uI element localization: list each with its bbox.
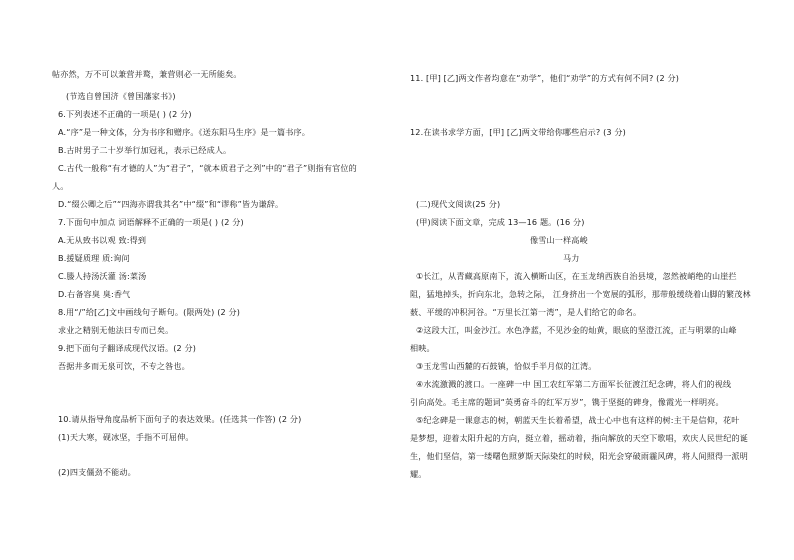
question-6: 6.下列表述不正确的一项是( ) (2 分) — [58, 109, 192, 119]
paragraph-5-cont: 是梦想，迎着太阳升起的方向，挺立着，摇动着，指向解放的天空下歌唱，欢庆人民世纪的诞 — [410, 433, 748, 443]
paragraph-3: ③玉龙雪山西麓的石鼓镇，恰似手半月似的江湾。 — [416, 361, 597, 371]
q10-option-1: (1)天大寒，砚冰坚，手指不可屈伸。 — [58, 432, 194, 442]
paragraph-2: ②这段大江，叫金沙江。水色净蓝，不见沙金的灿黄，眼底的坚澄江流，正与明翠的山峰 — [416, 325, 737, 335]
section-instruction: (甲)阅读下面文章，完成 13—16 题。(16 分) — [416, 217, 585, 227]
question-11: 11. [甲] [乙]两文作者均意在“劝学”，他们“劝学”的方式有何不同? (2 分) — [410, 73, 680, 83]
section-heading: (二)现代文阅读(25 分) — [416, 199, 501, 209]
q10-option-2: (2)四支僵劲不能动。 — [58, 467, 136, 477]
q6-option-c: C.古代一般称“有才德的人”为“君子”，“就本质君子之列”中的“君子”则指有官位的 — [58, 163, 357, 173]
passage-source: (节选自曾国济《曾国藩家书》) — [66, 91, 176, 101]
q6-option-b: B.古时男子二十岁举行加冠礼，表示已经成人。 — [58, 145, 232, 155]
article-author: 马力 — [563, 253, 580, 263]
article-title: 像雪山一样高峻 — [530, 235, 588, 245]
q8-text: 求业之精别无他法曰专而已矣。 — [58, 325, 174, 335]
question-8: 8.用“/”给[乙]文中画线句子断句。(限两处) (2 分) — [58, 307, 241, 317]
q6-option-d: D.“缀公卿之后”“四海亦谓我其名”中“缀”和“谬称”皆为谦辞。 — [58, 199, 284, 209]
paragraph-5-cont: 耀。 — [410, 469, 427, 479]
paragraph-1: ①长江，从青藏高原南下，流入横断山区，在玉龙纳西族自治县境，忽然被峭绝的山崖拦 — [416, 271, 737, 281]
q9-text: 吾据井多而无泉可饮，不专之咎也。 — [58, 361, 190, 371]
paragraph-5: ⑤纪念碑是一课意志的树，朝蓝天生长着希望，战士心中也有这样的树:主干是信仰，花叶 — [416, 415, 740, 425]
question-10: 10.请从指导角度品析下面句子的表达效果。(任选其一作答) (2 分) — [58, 414, 302, 424]
question-9: 9.把下面句子翻译成现代汉语。(2 分) — [58, 343, 197, 353]
q7-option-c: C.媵人持汤沃灌 汤:菜汤 — [58, 271, 147, 281]
question-12: 12.在读书求学方面，[甲] [乙]两文带给你哪些启示? (3 分) — [410, 127, 626, 137]
q7-option-d: D.右备容臭 臭:香气 — [58, 289, 131, 299]
q6-option-a: A.“序”是一种文体，分为书序和赠序。《送东阳马生序》是一篇书序。 — [58, 127, 310, 137]
paragraph-4-cont: 引向高处。毛主席的题词“英勇奋斗的红军万岁”，镌于坚挺的碑身，像霞光一样明亮。 — [410, 397, 724, 407]
paragraph-1-cont: 阻，猛地掉头，折向东北，急转之际， 江身挤出一个宽展的弧形，那带般缓绕着山脚的繁茂林 — [410, 289, 751, 299]
question-7: 7.下面句中加点 词语解释不正确的一项是( ) (2 分) — [58, 217, 244, 227]
q7-option-b: B.援疑质理 质:询问 — [58, 253, 130, 263]
q6-option-c-cont: 人。 — [52, 181, 69, 191]
paragraph-2-cont: 相映。 — [410, 343, 435, 353]
q7-option-a: A.无从致书以观 致:得到 — [58, 235, 147, 245]
paragraph-1-cont: 薮、平缓的冲积河谷。“万里长江第一湾”，是人们给它的命名。 — [410, 307, 642, 317]
paragraph-5-cont: 生，他们坚信，第一缕曙色照萝斯天际染红的时候，阳光会穿破雨霾风碑，将人间照得一派明 — [410, 451, 748, 461]
paragraph-4: ④水流激溅的渡口。一座碑一中 国工农红军第二方面军长征渡江纪念碑，将人们的视线 — [416, 379, 732, 389]
passage-line: 帖亦然，万不可以兼营并鹜，兼营则必一无所能矣。 — [52, 69, 242, 79]
